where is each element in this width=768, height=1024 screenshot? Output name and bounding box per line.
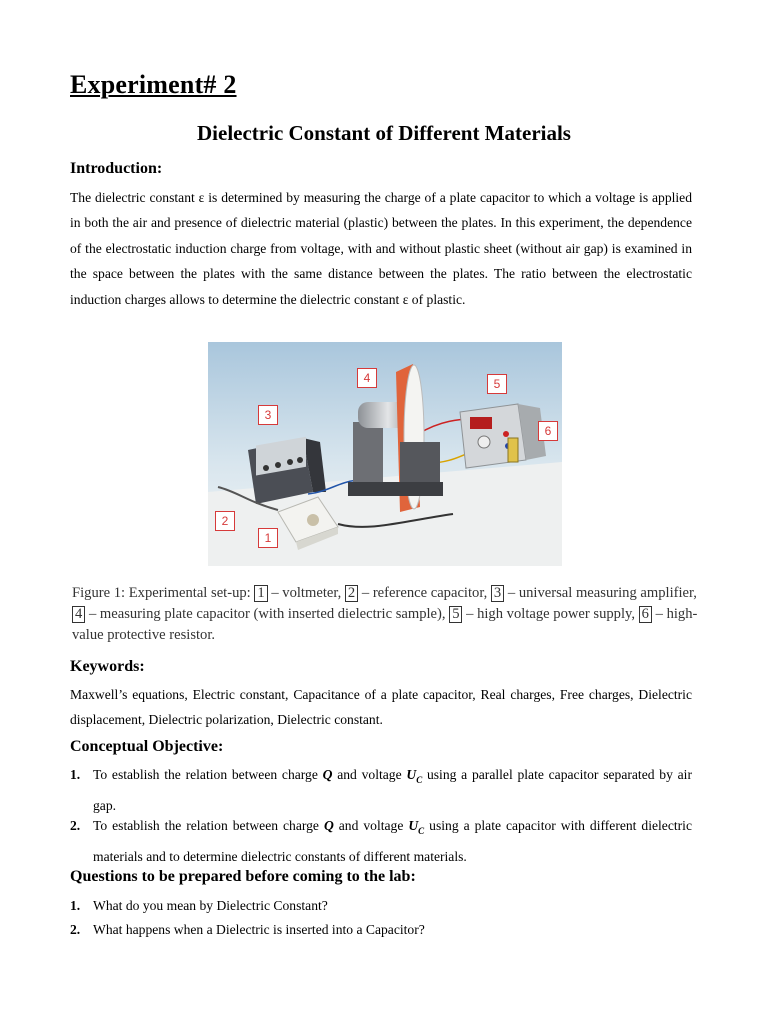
objective-item-2 <box>70 813 692 869</box>
list-number: 2. <box>70 922 81 937</box>
keywords-paragraph: Maxwell’s equations, Electric constant, Capacitance of a plate capacitor, Real charges, Free charges, Dielectric displacement, Dielectric polarization, Dielectric constant. <box>70 687 692 728</box>
high-voltage-supply <box>460 404 546 468</box>
introduction-paragraph: The dielectric constant ε is determined by measuring the charge of a plate capacitor to which a voltage is applied in both the air and presence of dielectric material (plastic) between the plates. In this experiment, the dependence of the electrostatic induction charge from voltage, with and without plastic sheet (without air gap) is examined in the space between the plates with the same distance between the plates. The ratio between the electrostatic induction charges allows to determine the dielectric constant ε of plastic. <box>70 190 692 307</box>
charge-symbol: Q <box>323 818 334 833</box>
figure-label-6: 6 <box>538 421 558 441</box>
experiment-subtitle: Dielectric Constant of Different Materials <box>197 121 571 145</box>
figure-label-5: 5 <box>487 374 507 394</box>
question-item-1 <box>70 893 692 918</box>
figure-label-2: 2 <box>215 511 235 531</box>
caption-ref-5: 5 <box>449 606 462 623</box>
caption-ref-4: 4 <box>72 606 85 623</box>
figure-label-4: 4 <box>357 368 377 388</box>
objective-item-text: To establish the relation between charge Q and voltage $U_C$ using a parallel plate capacitor separated by air gap. <box>93 767 692 813</box>
caption-ref-3: 3 <box>491 585 504 602</box>
objective-heading: Conceptual Objective: <box>70 738 224 755</box>
caption-ref-2: 2 <box>345 585 358 602</box>
introduction-heading: Introduction: <box>70 160 163 177</box>
question-text: What happens when a Dielectric is inserted into a Capacitor? <box>93 922 425 937</box>
objective-item-1 <box>70 762 692 818</box>
voltage-symbol: U <box>406 767 417 782</box>
experimental-setup-figure <box>208 342 562 566</box>
caption-text: – measuring plate capacitor (with inserted dielectric sample), <box>85 606 450 622</box>
figure-label-3: 3 <box>258 405 278 425</box>
figure-label-1: 1 <box>258 528 278 548</box>
charge-symbol: Q <box>322 767 333 782</box>
voltage-symbol: U <box>408 818 419 833</box>
question-text: What do you mean by Dielectric Constant? <box>93 898 328 913</box>
list-number: 2. <box>70 818 81 833</box>
caption-ref-1: 1 <box>254 585 267 602</box>
caption-text: – universal measuring amplifier, <box>504 585 697 601</box>
caption-text: – reference capacitor, <box>358 585 491 601</box>
objective-item-text: To establish the relation between charge Q and voltage $U_C$ using a plate capacitor with different dielectric materials and to determine dielectric constants of different materials. <box>93 818 692 864</box>
experiment-title: Experiment# 2 <box>70 70 237 99</box>
questions-heading: Questions to be prepared before coming to the lab: <box>70 868 416 885</box>
caption-text: – high voltage power supply, <box>462 606 639 622</box>
figure-caption <box>72 583 702 646</box>
caption-ref-6: 6 <box>639 606 652 623</box>
list-number: 1. <box>70 767 81 782</box>
caption-text: – voltmeter, <box>267 585 345 601</box>
caption-text: Figure 1: Experimental set-up: <box>72 585 255 601</box>
keywords-heading: Keywords: <box>70 658 145 675</box>
question-item-2 <box>70 917 692 942</box>
list-number: 1. <box>70 898 81 913</box>
caption-text: – high-value protective resistor. <box>72 606 698 643</box>
